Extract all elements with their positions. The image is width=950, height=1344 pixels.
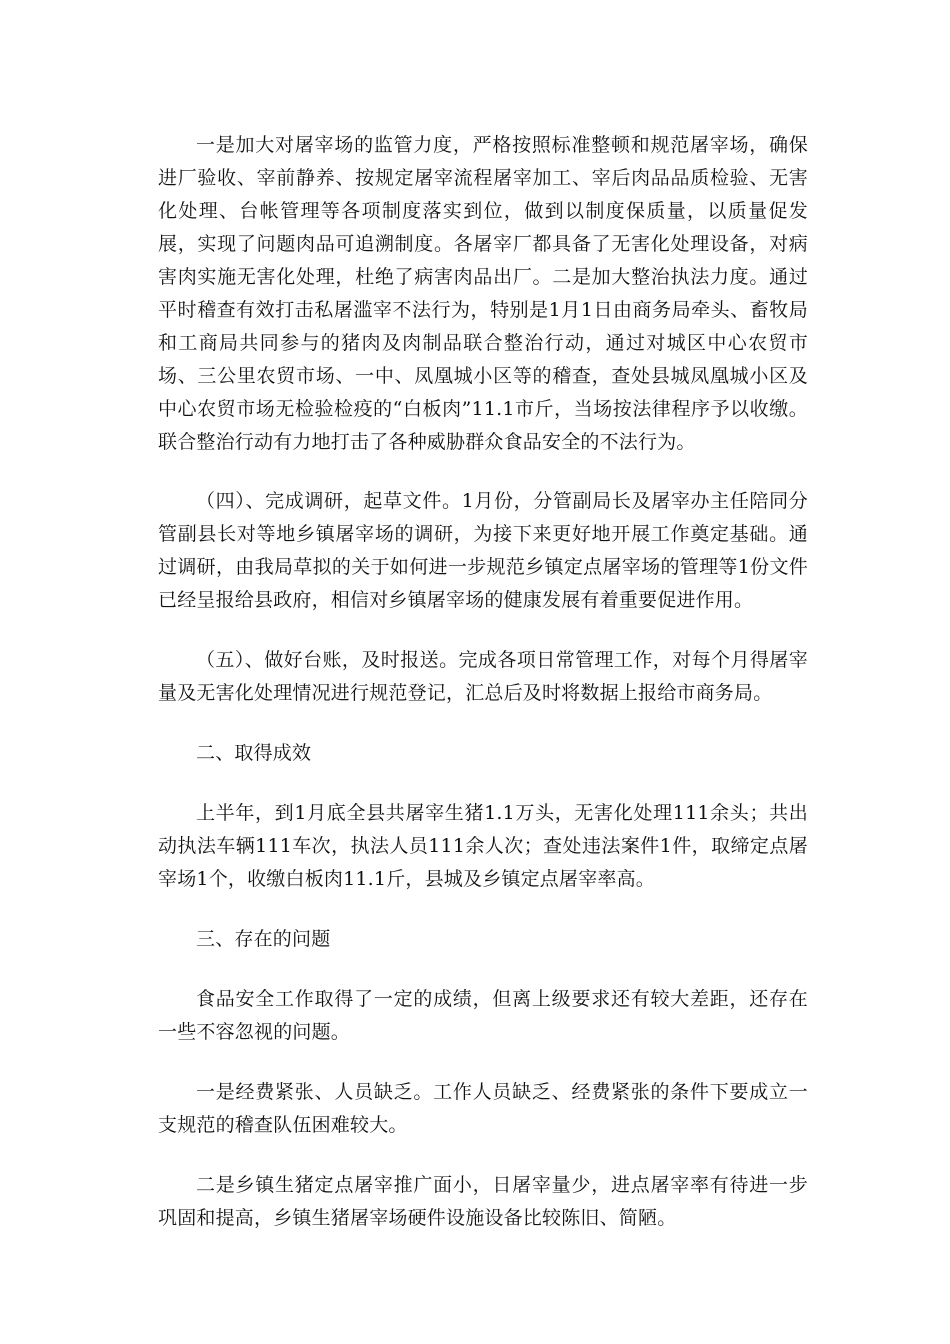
- paragraph-problem-funding: 一是经费紧张、人员缺乏。工作人员缺乏、经费紧张的条件下要成立一支规范的稽查队伍困难较大。: [158, 1081, 808, 1136]
- paragraph-problem-township: 二是乡镇生猪定点屠宰推广面小，日屠宰量少，进点屠宰率有待进一步巩固和提高，乡镇生猪屠宰场硬件设施设备比较陈旧、简陋。: [158, 1174, 808, 1229]
- paragraph-problems-intro: 食品安全工作取得了一定的成绩，但离上级要求还有较大差距，还存在一些不容忽视的问题。: [158, 988, 808, 1043]
- paragraph-results: 上半年，到1月底全县共屠宰生猪1.1万头，无害化处理111余头；共出动执法车辆111车次，执法人员111余人次；查处违法案件1件，取缔定点屠宰场1个，收缴白板肉11.1斤，县城及乡镇定点屠宰率高。: [158, 802, 808, 890]
- document-body: [158, 129, 808, 1262]
- paragraph-research: （四）、完成调研，起草文件。1月份，分管副局长及屠宰办主任陪同分管副县长对等地乡镇屠宰场的调研，为接下来更好地开展工作奠定基础。通过调研，由我局草拟的关于如何进一步规范乡镇定点屠宰场的管理等1份文件已经呈报给县政府，相信对乡镇屠宰场的健康发展有着重要促进作用。: [158, 490, 808, 611]
- section-heading-problems: 三、存在的问题: [196, 928, 331, 950]
- paragraph-supervision: 一是加大对屠宰场的监管力度，严格按照标准整顿和规范屠宰场，确保进厂验收、宰前静养、按规定屠宰流程屠宰加工、宰后肉品品质检验、无害化处理、台帐管理等各项制度落实到位，做到以制度保质量，以质量促发展，实现了问题肉品可追溯制度。各屠宰厂都具备了无害化处理设备，对病害肉实施无害化处理，杜绝了病害肉品出厂。二是加大整治执法力度。通过平时稽查有效打击私屠滥宰不法行为，特别是1月1日由商务局牵头、畜牧局和工商局共同参与的猪肉及肉制品联合整治行动，通过对城区中心农贸市场、三公里农贸市场、一中、凤凰城小区等的稽查，查处县城凤凰城小区及中心农贸市场无检验检疫的“白板肉”11.1市斤，当场按法律程序予以收缴。联合整治行动有力地打击了各种威胁群众食品安全的不法行为。: [158, 134, 808, 453]
- paragraph-ledger: （五）、做好台账，及时报送。完成各项日常管理工作，对每个月得屠宰量及无害化处理情况进行规范登记，汇总后及时将数据上报给市商务局。: [158, 649, 808, 704]
- section-heading-results: 二、取得成效: [196, 742, 312, 764]
